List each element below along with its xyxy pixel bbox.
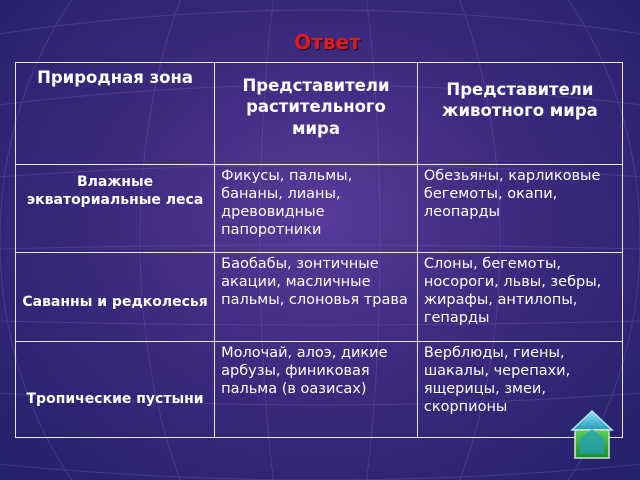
animals-cell: Обезьяны, карликовые бегемоты, окапи, леопарды: [417, 165, 622, 253]
zone-cell: Саванны и редколесья: [16, 253, 215, 342]
home-icon[interactable]: [570, 408, 614, 460]
table-row: [16, 253, 623, 342]
header-zone: Природная зона: [16, 63, 215, 165]
header-animals: Представители животного мира: [417, 63, 622, 165]
table-row: [16, 165, 623, 253]
plants-cell: Молочай, алоэ, дикие арбузы, финиковая пальма (в оазисах): [215, 342, 418, 438]
page-title: Ответ: [294, 30, 361, 54]
zone-cell: Влажные экваториальные леса: [16, 165, 215, 253]
table-header-row: [16, 63, 623, 165]
animals-cell: Верблюды, гиены, шакалы, черепахи, ящерицы, змеи, скорпионы: [417, 342, 622, 438]
zone-cell: Тропические пустыни: [16, 342, 215, 438]
nature-zones-table: [15, 62, 623, 438]
header-plants: Представители растительного мира: [215, 63, 418, 165]
table-row: [16, 342, 623, 438]
plants-cell: Баобабы, зонтичные акации, масличные пальмы, слоновья трава: [215, 253, 418, 342]
animals-cell: Слоны, бегемоты, носороги, львы, зебры, жирафы, антилопы, гепарды: [417, 253, 622, 342]
plants-cell: Фикусы, пальмы, бананы, лианы, древовидные папоротники: [215, 165, 418, 253]
